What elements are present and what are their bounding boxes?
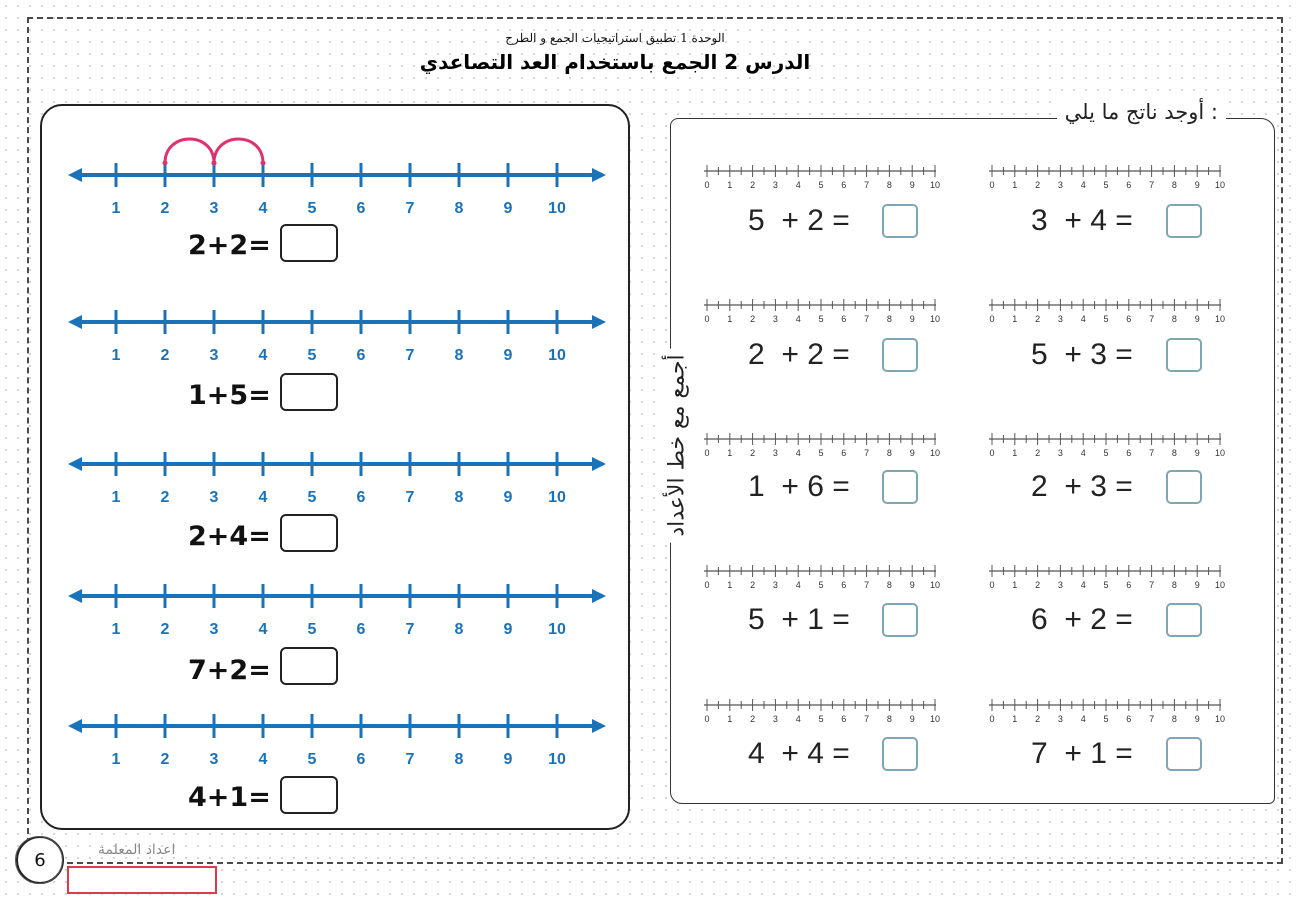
ruler-label: 5	[1103, 448, 1109, 458]
ruler-label: 4	[795, 580, 801, 590]
tick-label: 2	[160, 751, 170, 768]
ruler-label: 7	[1149, 580, 1155, 590]
tick-label: 5	[307, 751, 317, 768]
operand-a: 1	[748, 470, 765, 503]
ruler-label: 8	[886, 580, 892, 590]
right-equation-5	[748, 470, 850, 504]
ruler-label: 5	[1103, 180, 1109, 190]
tick-label: 5	[307, 347, 317, 364]
tick-label: 1	[111, 751, 121, 768]
ruler-label: 5	[818, 580, 824, 590]
operator: +	[1064, 737, 1082, 770]
right-answer-box-10[interactable]	[1166, 737, 1202, 771]
ruler-label: 3	[772, 714, 778, 724]
ruler-label: 9	[909, 448, 915, 458]
operand-a: 2	[1031, 470, 1048, 503]
operator: +	[781, 204, 799, 237]
operand-a: 3	[1031, 204, 1048, 237]
tick-label: 5	[307, 489, 317, 506]
ruler-label: 0	[989, 580, 995, 590]
ruler-label: 6	[841, 314, 847, 324]
ruler-label: 4	[795, 314, 801, 324]
ruler-label: 10	[929, 580, 941, 590]
ruler-label: 8	[1171, 314, 1177, 324]
tick-label: 6	[356, 621, 366, 638]
operand-a: 6	[1031, 603, 1048, 636]
tick-label: 3	[209, 347, 219, 364]
tick-label: 8	[454, 489, 464, 506]
tick-label: 7	[405, 621, 415, 638]
ruler-label: 7	[1149, 180, 1155, 190]
tick-label: 10	[548, 489, 566, 506]
answer-box-1[interactable]	[280, 224, 338, 262]
equation-1: 2+2=	[188, 230, 271, 261]
right-equation-6	[1031, 470, 1133, 504]
tick-label: 7	[405, 347, 415, 364]
right-answer-box-9[interactable]	[882, 737, 918, 771]
equals-sign: =	[832, 603, 850, 636]
lesson-title: الدرس 2 الجمع باستخدام العد التصاعدي	[419, 50, 811, 74]
ruler-label: 3	[772, 448, 778, 458]
tick-label: 5	[307, 621, 317, 638]
ruler-label: 1	[727, 448, 733, 458]
number-line-1	[60, 145, 620, 225]
ruler-label: 2	[1035, 714, 1041, 724]
instruction-text: أوجد ناتج ما يلي :	[1057, 100, 1226, 124]
right-answer-box-7[interactable]	[882, 603, 918, 637]
tick-label: 1	[111, 621, 121, 638]
tick-label: 1	[111, 200, 121, 217]
ruler-label: 7	[864, 714, 870, 724]
ruler-1	[704, 162, 941, 192]
ruler-label: 10	[1214, 314, 1226, 324]
operator: +	[781, 470, 799, 503]
ruler-label: 1	[1012, 314, 1018, 324]
arrow-right-icon	[592, 168, 606, 182]
jump-point	[212, 161, 217, 166]
right-equation-1	[748, 204, 850, 238]
ruler-label: 9	[909, 314, 915, 324]
page-number: 6	[34, 849, 46, 871]
ruler-label: 9	[1194, 580, 1200, 590]
ruler-8	[989, 562, 1226, 592]
ruler-label: 6	[841, 714, 847, 724]
number-line-5	[60, 696, 620, 776]
ruler-label: 3	[1057, 448, 1063, 458]
right-equation-8	[1031, 603, 1133, 637]
ruler-label: 3	[772, 580, 778, 590]
arrow-left-icon	[68, 457, 82, 471]
jump-point	[163, 161, 168, 166]
operator: +	[781, 737, 799, 770]
ruler-label: 7	[1149, 314, 1155, 324]
operand-a: 2	[748, 338, 765, 371]
ruler-label: 6	[841, 580, 847, 590]
tick-label: 4	[258, 751, 268, 768]
equals-sign: =	[832, 470, 850, 503]
ruler-label: 4	[1080, 580, 1086, 590]
ruler-label: 10	[929, 714, 941, 724]
ruler-label: 6	[841, 448, 847, 458]
ruler-label: 2	[750, 714, 756, 724]
equals-sign: =	[832, 737, 850, 770]
tick-label: 2	[160, 347, 170, 364]
equation-5: 4+1=	[188, 782, 271, 813]
ruler-label: 3	[772, 180, 778, 190]
tick-label: 4	[258, 347, 268, 364]
ruler-5	[704, 430, 941, 460]
ruler-label: 4	[795, 448, 801, 458]
tick-label: 3	[209, 200, 219, 217]
ruler-label: 5	[1103, 714, 1109, 724]
right-answer-box-6[interactable]	[1166, 470, 1202, 504]
ruler-label: 1	[1012, 580, 1018, 590]
right-equation-7	[748, 603, 850, 637]
side-instruction	[647, 330, 710, 560]
right-answer-box-8[interactable]	[1166, 603, 1202, 637]
tick-label: 9	[503, 489, 513, 506]
right-equation-9	[748, 737, 850, 771]
tick-label: 4	[258, 621, 268, 638]
ruler-label: 8	[1171, 448, 1177, 458]
tick-label: 6	[356, 200, 366, 217]
teacher-label: اعداد المعلمة	[98, 842, 176, 858]
tick-label: 8	[454, 347, 464, 364]
ruler-label: 1	[727, 580, 733, 590]
equation-2: 1+5=	[188, 380, 271, 411]
ruler-label: 6	[1126, 714, 1132, 724]
ruler-label: 2	[1035, 180, 1041, 190]
right-answer-box-3[interactable]	[882, 338, 918, 372]
ruler-label: 3	[1057, 314, 1063, 324]
operand-b: 6	[807, 470, 824, 503]
tick-label: 9	[503, 621, 513, 638]
arrow-right-icon	[592, 315, 606, 329]
arrow-left-icon	[68, 168, 82, 182]
ruler-label: 0	[989, 180, 995, 190]
tick-label: 10	[548, 200, 566, 217]
tick-label: 8	[454, 751, 464, 768]
arrow-right-icon	[592, 457, 606, 471]
operand-b: 1	[1090, 737, 1107, 770]
ruler-label: 6	[1126, 180, 1132, 190]
right-equation-10	[1031, 737, 1133, 771]
ruler-label: 9	[909, 580, 915, 590]
ruler-label: 8	[1171, 580, 1177, 590]
ruler-label: 2	[1035, 580, 1041, 590]
tick-label: 6	[356, 751, 366, 768]
ruler-label: 10	[929, 448, 941, 458]
ruler-label: 0	[704, 180, 710, 190]
unit-title: الوحدة 1 تطبيق استراتيجيات الجمع و الطرح	[505, 31, 725, 45]
ruler-label: 2	[1035, 448, 1041, 458]
ruler-7	[704, 562, 941, 592]
ruler-label: 4	[1080, 714, 1086, 724]
ruler-label: 8	[886, 448, 892, 458]
tick-label: 7	[405, 200, 415, 217]
operator: +	[1064, 603, 1082, 636]
name-box[interactable]	[67, 866, 217, 894]
operand-b: 2	[807, 338, 824, 371]
tick-label: 2	[160, 621, 170, 638]
ruler-4	[989, 296, 1226, 326]
right-answer-box-2[interactable]	[1166, 204, 1202, 238]
arrow-right-icon	[592, 589, 606, 603]
page-number-badge	[16, 836, 64, 884]
equals-sign: =	[1115, 204, 1133, 237]
ruler-label: 9	[909, 714, 915, 724]
operator: +	[781, 338, 799, 371]
ruler-label: 10	[1214, 580, 1226, 590]
arrow-left-icon	[68, 315, 82, 329]
ruler-label: 3	[1057, 180, 1063, 190]
ruler-label: 7	[864, 180, 870, 190]
ruler-label: 0	[989, 314, 995, 324]
equals-sign: =	[832, 204, 850, 237]
ruler-label: 2	[1035, 314, 1041, 324]
ruler-label: 4	[1080, 314, 1086, 324]
ruler-label: 0	[989, 448, 995, 458]
answer-box-3[interactable]	[280, 514, 338, 552]
ruler-label: 1	[1012, 448, 1018, 458]
ruler-label: 0	[989, 714, 995, 724]
tick-label: 3	[209, 621, 219, 638]
tick-label: 9	[503, 347, 513, 364]
tick-label: 2	[160, 200, 170, 217]
ruler-label: 1	[727, 314, 733, 324]
equals-sign: =	[1115, 470, 1133, 503]
right-equation-3	[748, 338, 850, 372]
ruler-label: 7	[864, 580, 870, 590]
ruler-label: 1	[727, 714, 733, 724]
ruler-label: 0	[704, 448, 710, 458]
ruler-label: 9	[1194, 448, 1200, 458]
ruler-label: 4	[1080, 180, 1086, 190]
tick-label: 10	[548, 621, 566, 638]
operand-b: 3	[1090, 470, 1107, 503]
operator: +	[781, 603, 799, 636]
ruler-label: 5	[818, 714, 824, 724]
ruler-label: 10	[929, 314, 941, 324]
operand-b: 1	[807, 603, 824, 636]
ruler-label: 3	[1057, 714, 1063, 724]
tick-label: 4	[258, 489, 268, 506]
ruler-label: 8	[1171, 180, 1177, 190]
operand-b: 2	[807, 204, 824, 237]
tick-label: 2	[160, 489, 170, 506]
tick-label: 10	[548, 347, 566, 364]
ruler-3	[704, 296, 941, 326]
tick-label: 9	[503, 751, 513, 768]
equals-sign: =	[1115, 737, 1133, 770]
jump-point	[261, 161, 266, 166]
tick-label: 7	[405, 489, 415, 506]
operand-a: 5	[748, 204, 765, 237]
ruler-label: 0	[704, 314, 710, 324]
answer-box-5[interactable]	[280, 776, 338, 814]
arrow-right-icon	[592, 719, 606, 733]
ruler-label: 10	[1214, 448, 1226, 458]
ruler-label: 2	[750, 580, 756, 590]
right-answer-box-4[interactable]	[1166, 338, 1202, 372]
ruler-label: 7	[1149, 714, 1155, 724]
ruler-label: 5	[818, 314, 824, 324]
equals-sign: =	[1115, 338, 1133, 371]
ruler-label: 8	[886, 180, 892, 190]
number-line-4	[60, 566, 620, 646]
tick-label: 6	[356, 347, 366, 364]
ruler-label: 7	[864, 448, 870, 458]
operator: +	[1064, 470, 1082, 503]
equals-sign: =	[832, 338, 850, 371]
tick-label: 8	[454, 200, 464, 217]
operand-a: 5	[748, 603, 765, 636]
ruler-label: 9	[909, 180, 915, 190]
answer-box-4[interactable]	[280, 647, 338, 685]
operand-a: 7	[1031, 737, 1048, 770]
ruler-label: 10	[929, 180, 941, 190]
tick-label: 1	[111, 489, 121, 506]
ruler-2	[989, 162, 1226, 192]
tick-label: 3	[209, 489, 219, 506]
number-line-2	[60, 292, 620, 372]
ruler-label: 2	[750, 314, 756, 324]
tick-label: 3	[209, 751, 219, 768]
ruler-label: 4	[795, 180, 801, 190]
equation-3: 2+4=	[188, 521, 271, 552]
tick-label: 6	[356, 489, 366, 506]
tick-label: 5	[307, 200, 317, 217]
ruler-label: 2	[750, 448, 756, 458]
ruler-10	[989, 696, 1226, 726]
ruler-label: 3	[772, 314, 778, 324]
ruler-label: 8	[1171, 714, 1177, 724]
right-equation-4	[1031, 338, 1133, 372]
ruler-label: 8	[886, 714, 892, 724]
side-instruction-label: أجمع مع خط الأعداد	[665, 348, 690, 542]
ruler-label: 4	[795, 714, 801, 724]
number-line-3	[60, 434, 620, 514]
right-answer-box-1[interactable]	[882, 204, 918, 238]
tick-label: 9	[503, 200, 513, 217]
ruler-label: 0	[704, 714, 710, 724]
operator: +	[1064, 338, 1082, 371]
ruler-label: 9	[1194, 714, 1200, 724]
right-answer-box-5[interactable]	[882, 470, 918, 504]
operand-b: 2	[1090, 603, 1107, 636]
ruler-label: 6	[841, 180, 847, 190]
equation-4: 7+2=	[188, 655, 271, 686]
arrow-left-icon	[68, 589, 82, 603]
ruler-label: 4	[1080, 448, 1086, 458]
operand-b: 4	[807, 737, 824, 770]
operand-b: 4	[1090, 204, 1107, 237]
ruler-6	[989, 430, 1226, 460]
ruler-label: 6	[1126, 580, 1132, 590]
tick-label: 10	[548, 751, 566, 768]
right-equation-2	[1031, 204, 1133, 238]
ruler-label: 9	[1194, 180, 1200, 190]
operand-a: 5	[1031, 338, 1048, 371]
ruler-label: 10	[1214, 180, 1226, 190]
ruler-label: 9	[1194, 314, 1200, 324]
ruler-label: 1	[1012, 714, 1018, 724]
ruler-label: 5	[1103, 580, 1109, 590]
ruler-label: 3	[1057, 580, 1063, 590]
ruler-label: 10	[1214, 714, 1226, 724]
tick-label: 4	[258, 200, 268, 217]
operator: +	[1064, 204, 1082, 237]
ruler-label: 1	[1012, 180, 1018, 190]
ruler-label: 5	[818, 448, 824, 458]
operand-b: 3	[1090, 338, 1107, 371]
ruler-label: 7	[864, 314, 870, 324]
ruler-label: 6	[1126, 448, 1132, 458]
operand-a: 4	[748, 737, 765, 770]
ruler-label: 0	[704, 580, 710, 590]
ruler-label: 5	[1103, 314, 1109, 324]
equals-sign: =	[1115, 603, 1133, 636]
ruler-label: 8	[886, 314, 892, 324]
ruler-label: 5	[818, 180, 824, 190]
tick-label: 8	[454, 621, 464, 638]
ruler-label: 7	[1149, 448, 1155, 458]
ruler-label: 6	[1126, 314, 1132, 324]
tick-label: 7	[405, 751, 415, 768]
tick-label: 1	[111, 347, 121, 364]
ruler-9	[704, 696, 941, 726]
answer-box-2[interactable]	[280, 373, 338, 411]
ruler-label: 2	[750, 180, 756, 190]
arrow-left-icon	[68, 719, 82, 733]
ruler-label: 1	[727, 180, 733, 190]
